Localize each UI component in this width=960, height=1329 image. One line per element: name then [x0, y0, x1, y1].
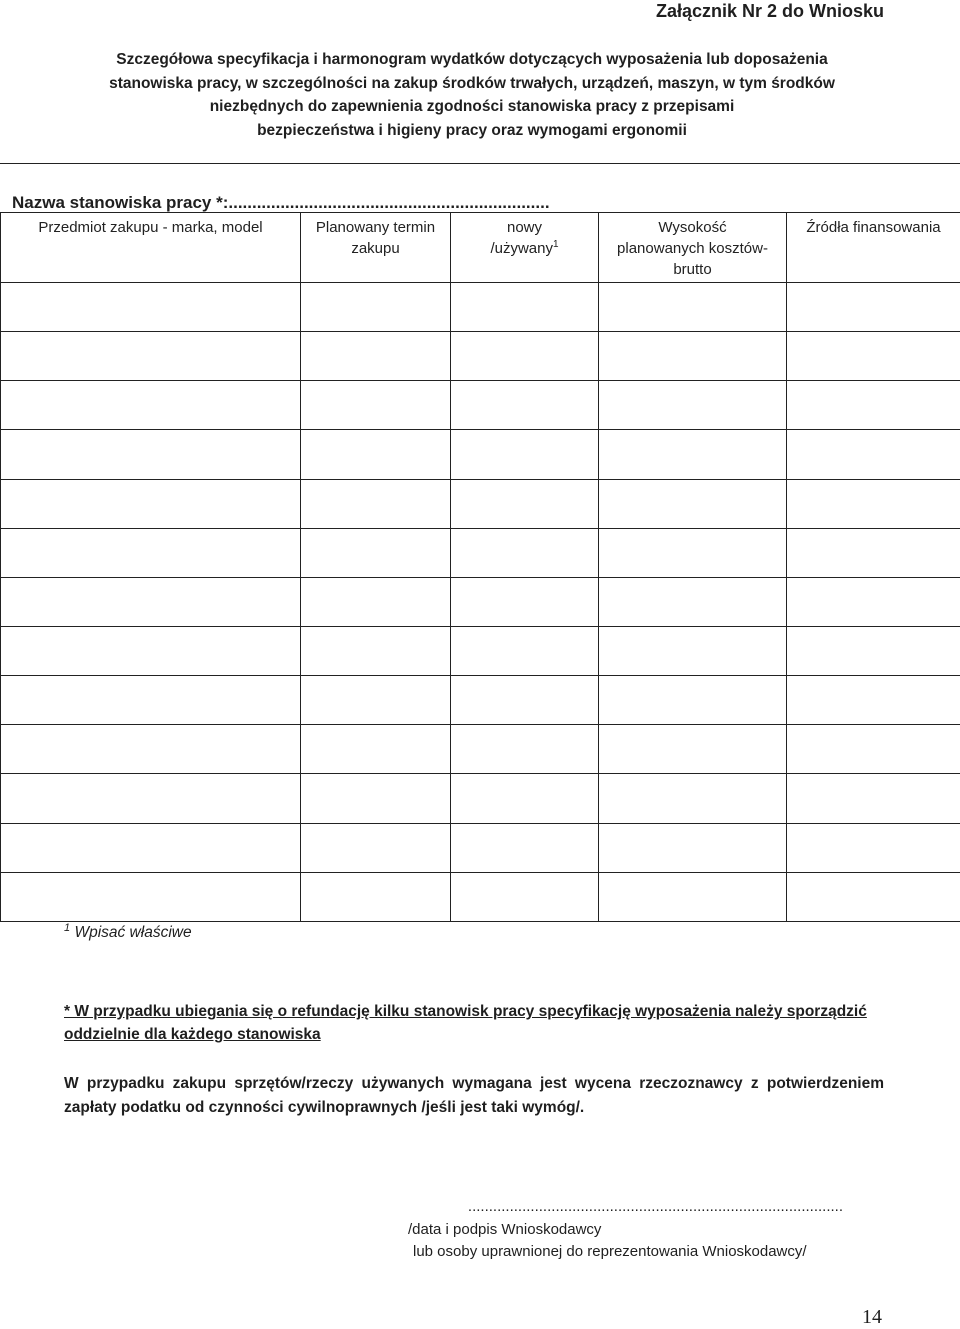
header-funding-sources: Źródła finansowania — [787, 213, 960, 283]
table-cell[interactable] — [599, 872, 787, 921]
table-cell[interactable] — [1, 479, 301, 528]
table-row — [1, 676, 960, 725]
table-row — [1, 430, 960, 479]
table-cell[interactable] — [787, 872, 960, 921]
annex-label: Załącznik Nr 2 do Wniosku — [584, 0, 884, 22]
table-cell[interactable] — [451, 283, 599, 332]
table-cell[interactable] — [787, 332, 960, 381]
table-cell[interactable] — [1, 676, 301, 725]
footnote-ref: 1 — [553, 239, 559, 250]
table-cell[interactable] — [451, 823, 599, 872]
signature-caption-line2: lub osoby uprawnionej do reprezentowania Wnioskodawcy/ — [413, 1242, 807, 1262]
table-cell[interactable] — [301, 823, 451, 872]
table-body — [1, 283, 960, 922]
table-cell[interactable] — [599, 774, 787, 823]
table-cell[interactable] — [301, 283, 451, 332]
footnote-marker: 1 — [64, 922, 70, 934]
table-cell[interactable] — [599, 430, 787, 479]
header-cost: Wysokość planowanych kosztów- brutto — [599, 213, 787, 283]
table-cell[interactable] — [599, 283, 787, 332]
signature-caption-line1: /data i podpis Wnioskodawcy — [408, 1220, 601, 1240]
table-cell[interactable] — [1, 283, 301, 332]
table-cell[interactable] — [301, 479, 451, 528]
title-line: bezpieczeństwa i higieny pracy oraz wymogami ergonomii — [92, 119, 852, 143]
table-cell[interactable] — [1, 577, 301, 626]
table-cell[interactable] — [1, 725, 301, 774]
footnote — [64, 922, 192, 944]
table-cell[interactable] — [301, 626, 451, 675]
table-cell[interactable] — [1, 332, 301, 381]
table-cell[interactable] — [787, 381, 960, 430]
table-cell[interactable] — [599, 577, 787, 626]
table-cell[interactable] — [599, 725, 787, 774]
table-row — [1, 577, 960, 626]
table-cell[interactable] — [301, 577, 451, 626]
table-cell[interactable] — [451, 626, 599, 675]
table-cell[interactable] — [301, 332, 451, 381]
table-cell[interactable] — [599, 479, 787, 528]
footnote-text: Wpisać właściwe — [74, 924, 191, 941]
table-row — [1, 528, 960, 577]
table-row — [1, 479, 960, 528]
table-row — [1, 332, 960, 381]
table-header-row — [1, 213, 960, 283]
table-cell[interactable] — [451, 381, 599, 430]
table-cell[interactable] — [1, 528, 301, 577]
table-cell[interactable] — [451, 774, 599, 823]
table-cell[interactable] — [1, 823, 301, 872]
table-cell[interactable] — [599, 381, 787, 430]
title-line: Szczegółowa specyfikacja i harmonogram wydatków dotyczących wyposażenia lub doposażenia — [92, 48, 852, 72]
table-cell[interactable] — [1, 872, 301, 921]
table-row — [1, 725, 960, 774]
top-border-line — [0, 163, 960, 164]
table-cell[interactable] — [301, 430, 451, 479]
table-cell[interactable] — [301, 872, 451, 921]
table-cell[interactable] — [1, 774, 301, 823]
table-cell[interactable] — [1, 381, 301, 430]
header-condition: nowy /używany$^1$ — [451, 213, 599, 283]
table-cell[interactable] — [787, 283, 960, 332]
table-cell[interactable] — [451, 528, 599, 577]
table-cell[interactable] — [451, 577, 599, 626]
table-cell[interactable] — [599, 626, 787, 675]
used-equipment-paragraph: W przypadku zakupu sprzętów/rzeczy używanych wymagana jest wycena rzeczoznawcy z potwierdzeniem zapłaty podatku od czynności cywilnoprawnych /jeśli jest taki wymóg/. — [64, 1072, 884, 1119]
table-row — [1, 381, 960, 430]
table-cell[interactable] — [301, 725, 451, 774]
table-cell[interactable] — [787, 626, 960, 675]
table-cell[interactable] — [451, 430, 599, 479]
header-item: Przedmiot zakupu - marka, model — [1, 213, 301, 283]
table-row — [1, 626, 960, 675]
table-cell[interactable] — [787, 479, 960, 528]
table-cell[interactable] — [451, 676, 599, 725]
title-line: niezbędnych do zapewnienia zgodności stanowiska pracy z przepisami — [92, 95, 852, 119]
table-cell[interactable] — [787, 774, 960, 823]
table-row — [1, 283, 960, 332]
page-number: 14 — [862, 1305, 882, 1329]
table-cell[interactable] — [787, 577, 960, 626]
table-cell[interactable] — [787, 823, 960, 872]
table-cell[interactable] — [1, 626, 301, 675]
table-cell[interactable] — [451, 725, 599, 774]
table-cell[interactable] — [451, 332, 599, 381]
table-cell[interactable] — [1, 430, 301, 479]
table-row — [1, 872, 960, 921]
table-cell[interactable] — [451, 872, 599, 921]
table-cell[interactable] — [787, 725, 960, 774]
table-row — [1, 774, 960, 823]
table-cell[interactable] — [301, 774, 451, 823]
table-cell[interactable] — [599, 676, 787, 725]
document-title — [92, 48, 852, 142]
title-line: stanowiska pracy, w szczególności na zakup środków trwałych, urządzeń, maszyn, w tym środków — [92, 72, 852, 96]
table-cell[interactable] — [301, 528, 451, 577]
table-cell[interactable] — [301, 381, 451, 430]
signature-line: .......................................................................................... — [388, 1198, 843, 1216]
table-cell[interactable] — [301, 676, 451, 725]
table-cell[interactable] — [599, 332, 787, 381]
table-cell[interactable] — [787, 430, 960, 479]
position-name-field[interactable]: Nazwa stanowiska pracy *:.................................................................... — [12, 192, 550, 214]
multiple-positions-note: * W przypadku ubiegania się o refundację kilku stanowisk pracy specyfikację wyposażenia należy sporządzić oddzielnie dla każdego stanowiska — [64, 1000, 884, 1046]
table-cell[interactable] — [599, 528, 787, 577]
table-cell[interactable] — [787, 676, 960, 725]
table-cell[interactable] — [787, 528, 960, 577]
header-purchase-term: Planowany termin zakupu — [301, 213, 451, 283]
specification-table — [0, 212, 960, 922]
table-cell[interactable] — [599, 823, 787, 872]
table-cell[interactable] — [451, 479, 599, 528]
table-row — [1, 823, 960, 872]
